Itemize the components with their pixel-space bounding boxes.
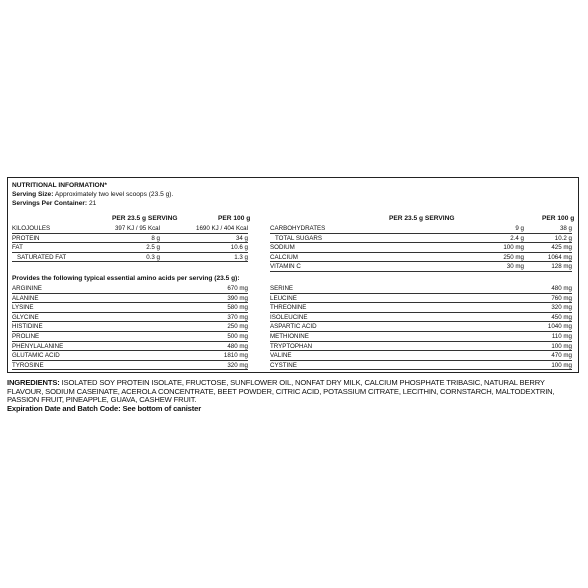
per-100g-value: 10.6 g	[230, 244, 248, 252]
ingredients-label: INGREDIENTS:	[7, 378, 60, 387]
ingredients-list: ISOLATED SOY PROTEIN ISOLATE, FRUCTOSE, SUNFLOWER OIL, NONFAT DRY MILK, CALCIUM PHOSPHATE TRIBASIC, NATURAL BERRY FLAVOUR, SODIUM CASEINATE, ACEROLA CONCENTRATE, BEET POWDER, CITRIC ACID, POTASSIUM CITRATE, LECITHIN, CORNSTARCH, MALTODEXTRIN, PASSION FRUIT, PINEAPPLE, GUAVA, CASHEW FRUIT.	[7, 378, 555, 405]
amino-row	[270, 351, 572, 361]
nutrient-label: TOTAL SUGARS	[275, 234, 322, 242]
amino-label: ASPARTIC ACID	[270, 323, 317, 331]
nutrient-label: VITAMIN C	[270, 263, 301, 271]
amino-row	[270, 332, 572, 342]
amino-value: 1810 mg	[223, 352, 248, 360]
servings-value: 21	[88, 200, 97, 207]
amino-value: 670 mg	[227, 285, 248, 292]
amino-value: 480 mg	[227, 342, 248, 350]
per-100g-value: 425 mg	[551, 244, 572, 252]
amino-label: GLUTAMIC ACID	[12, 352, 60, 360]
nutrient-label: PROTEIN	[12, 234, 40, 242]
nutrient-row	[270, 224, 572, 234]
amino-label: THREONINE	[270, 304, 307, 312]
amino-value: 470 mg	[551, 352, 572, 360]
amino-value: 580 mg	[227, 304, 248, 312]
per-100g-value: 1.3 g	[234, 253, 248, 261]
amino-row	[270, 322, 572, 332]
amino-value: 390 mg	[227, 294, 248, 302]
amino-label: METHIONINE	[270, 333, 309, 340]
per-100g-value: 38 g	[559, 225, 572, 232]
per-100g-value: 1690 KJ / 404 Kcal	[196, 225, 248, 232]
left-col-serving-header: PER 23.5 g SERVING	[112, 215, 178, 222]
amino-row	[270, 303, 572, 313]
amino-label: PROLINE	[12, 333, 40, 340]
amino-row	[12, 322, 248, 332]
nutrient-label: SATURATED FAT	[17, 253, 67, 261]
servings-per-container	[12, 200, 96, 208]
amino-value: 110 mg	[551, 333, 572, 340]
amino-label: TYROSINE	[12, 361, 44, 369]
amino-label: ALANINE	[12, 294, 39, 302]
amino-value: 370 mg	[227, 313, 248, 321]
nutrient-row	[12, 253, 248, 263]
right-col-100g-header: PER 100 g	[542, 215, 575, 222]
amino-value: 320 mg	[227, 361, 248, 369]
nutrient-row	[270, 262, 572, 272]
amino-value: 320 mg	[551, 304, 572, 312]
nutrient-row	[12, 224, 248, 234]
per-100g-value: 10.2 g	[554, 234, 572, 242]
nutrient-label: KILOJOULES	[12, 225, 51, 232]
amino-row	[12, 294, 248, 304]
amino-row	[12, 313, 248, 323]
amino-value: 480 mg	[551, 285, 572, 292]
amino-label: VALINE	[270, 352, 292, 360]
nutrient-row	[12, 234, 248, 244]
amino-value: 450 mg	[551, 313, 572, 321]
amino-row	[12, 342, 248, 352]
amino-label: ARGININE	[12, 285, 42, 292]
per-100g-value: 1064 mg	[547, 253, 572, 261]
per-serving-value: 2.4 g	[510, 234, 524, 242]
expiration-note: Expiration Date and Batch Code: See bottom of canister	[7, 403, 202, 413]
per-serving-value: 9 g	[515, 225, 524, 232]
ingredients-text	[7, 379, 581, 405]
right-col-serving-header: PER 23.5 g SERVING	[389, 215, 455, 222]
serving-size-value: Approximately two level scoops (23.5 g).	[54, 191, 174, 198]
per-serving-value: 30 mg	[506, 263, 524, 271]
amino-row	[270, 361, 572, 371]
per-serving-value: 2.5 g	[146, 244, 160, 252]
per-serving-value: 100 mg	[503, 244, 524, 252]
amino-value: 100 mg	[551, 361, 572, 369]
amino-value: 500 mg	[227, 333, 248, 340]
amino-heading: Provides the following typical essential amino acids per serving (23.5 g):	[12, 275, 240, 282]
serving-size-label: Serving Size:	[12, 191, 54, 198]
nutrient-row	[270, 253, 572, 263]
amino-label: LEUCINE	[270, 294, 297, 302]
amino-label: ISOLEUCINE	[270, 313, 308, 321]
per-100g-value: 34 g	[235, 234, 248, 242]
per-100g-value: 128 mg	[551, 263, 572, 271]
per-serving-value: 8 g	[151, 234, 160, 242]
amino-row	[12, 361, 248, 371]
amino-row	[12, 303, 248, 313]
amino-label: LYSINE	[12, 304, 34, 312]
amino-row	[270, 342, 572, 352]
amino-label: HISTIDINE	[12, 323, 43, 331]
ingredients-block	[7, 379, 581, 413]
amino-label: PHENYLALANINE	[12, 342, 64, 350]
amino-label: CYSTINE	[270, 361, 297, 369]
nutrient-label: FAT	[12, 244, 23, 252]
servings-label: Servings Per Container:	[12, 200, 88, 207]
amino-value: 100 mg	[551, 342, 572, 350]
per-serving-value: 0.3 g	[146, 253, 160, 261]
amino-value: 1040 mg	[547, 323, 572, 331]
left-col-100g-header: PER 100 g	[218, 215, 251, 222]
amino-value: 760 mg	[551, 294, 572, 302]
nutrient-row	[270, 243, 572, 253]
nutrient-row	[270, 234, 572, 244]
amino-row	[12, 351, 248, 361]
nutrient-label: SODIUM	[270, 244, 295, 252]
amino-label: SERINE	[270, 285, 294, 292]
amino-row	[12, 332, 248, 342]
per-serving-value: 250 mg	[503, 253, 524, 261]
nutrition-panel	[7, 177, 579, 373]
nutrient-label: CARBOHYDRATES	[270, 225, 326, 232]
per-serving-value: 397 KJ / 95 Kcal	[114, 225, 160, 232]
amino-label: GLYCINE	[12, 313, 39, 321]
amino-value: 250 mg	[227, 323, 248, 331]
panel-title: NUTRITIONAL INFORMATION*	[12, 182, 107, 189]
amino-row	[270, 294, 572, 304]
amino-row	[270, 313, 572, 323]
amino-label: TRYPTOPHAN	[270, 342, 313, 350]
nutrient-row	[12, 243, 248, 253]
serving-size	[12, 191, 173, 199]
amino-row	[12, 284, 248, 294]
amino-row	[270, 284, 572, 294]
nutrient-label: CALCIUM	[270, 253, 298, 261]
